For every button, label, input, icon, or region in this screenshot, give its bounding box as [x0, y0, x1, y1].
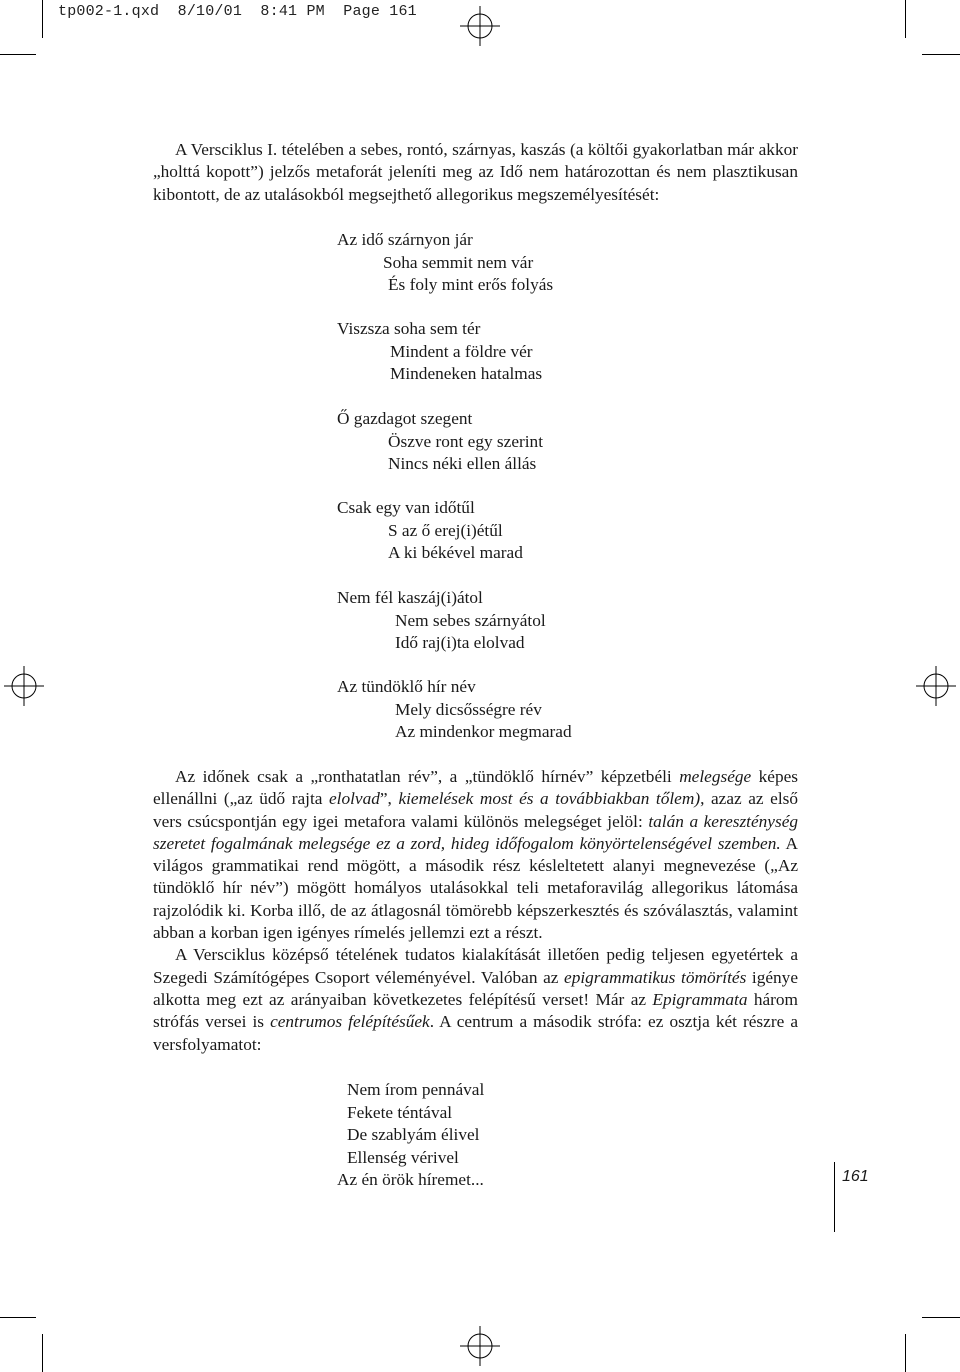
- poem-line: Viszsza soha sem tér: [337, 319, 481, 338]
- paragraph-intro: A Versciklus I. tételében a sebes, rontó, szárnyas, kaszás (a költői gyakorlatban már akkor „holttá kopott”) jelzős metaforát jeleníti meg az Idő nem határozottan és nem plasztikusan kibontott, de az utalásokból megsejthető allegorikus megszemélyesítését:: [153, 140, 798, 204]
- registration-mark-bottom: [460, 1326, 500, 1366]
- paragraph-intro-block: [153, 139, 798, 206]
- page-number-rule: [834, 1162, 835, 1232]
- poem-line: Öszve ront egy szerint: [388, 431, 543, 451]
- text-run: A világos grammatikai rend mögött, a második rész késleltetett alanyi megnevezése („Az tündöklő hír név”) mögött homályos utalásokkal teli metaforavilág allegorikus látomása rajzolódik ki. Korba illő, de az átlagosnál tömörebb képszerkesztés és szóválasztás, valamint abban a korban igen igényes rímelés jellemzi ezt a részt.: [153, 833, 798, 943]
- emphasis: talán a kereszténység szeretet fogalmának melegsége ez a zord, hideg időfogalom könyörtelenségével szemben.: [153, 811, 799, 853]
- poem-line: Idő raj(i)ta elolvad: [395, 633, 525, 652]
- poem-line: Nem fél kaszáj(i)átol: [337, 588, 483, 607]
- registration-mark-left: [4, 666, 44, 706]
- emphasis: melegsége: [679, 767, 752, 786]
- poem-line: Az tündöklő hír név: [337, 677, 476, 696]
- text-run: igénye alkotta meg ezt az arányaiban következetes felépítésű verset! Már az: [153, 967, 798, 1009]
- emphasis: epigrammatikus tömörítés: [564, 967, 747, 987]
- crop-mark-bottom-left-v: [42, 1334, 43, 1372]
- poem-line: De szablyám élivel: [347, 1125, 480, 1144]
- poem-line: Ellenség vérivel: [347, 1147, 459, 1167]
- slug-line: tp002-1.qxd 8/10/01 8:41 PM Page 161: [58, 3, 417, 20]
- poem-line: Mindeneken hatalmas: [390, 364, 543, 383]
- crop-mark-bottom-right-h: [922, 1317, 960, 1318]
- poem-line: S az ő erej(i)étűl: [388, 520, 503, 540]
- poem-line: Az én örök híremet...: [337, 1170, 484, 1189]
- crop-mark-bottom-left-h: [0, 1317, 36, 1318]
- text-run: A Versciklus középső tételének tudatos kialakítását illetően pedig teljesen egyetértek a Szegedi Számítógépes Csoport véleményével. Valóban az: [153, 945, 798, 987]
- emphasis: Epigrammata: [652, 989, 748, 1009]
- text-run: Az időnek csak a „ronthatatlan rév”, a „tündöklő hírnév” képzetbéli: [175, 767, 680, 786]
- emphasis: kiemelések most és a továbbiakban tőlem): [398, 789, 701, 809]
- crop-mark-top-right-h: [922, 54, 960, 55]
- registration-mark-top: [460, 6, 500, 46]
- crop-mark-top-left-h: [0, 54, 36, 55]
- emphasis: elolvad: [329, 789, 380, 809]
- crop-mark-top-left-v: [42, 0, 43, 38]
- poem-line: Az idő szárnyon jár: [337, 230, 473, 249]
- crop-mark-top-right-v: [905, 0, 906, 38]
- poem-line: Mely dicsősségre rév: [395, 699, 542, 719]
- poem-line: Az mindenkor megmarad: [395, 722, 572, 741]
- poem-line: Ő gazdagot szegent: [337, 409, 473, 428]
- paragraph-commentary: [153, 766, 798, 944]
- poem-line: Nem írom pennával: [347, 1080, 485, 1099]
- poem-line: Nem sebes szárnyátol: [395, 610, 546, 630]
- emphasis: centrumos felépítésűek: [270, 1012, 430, 1032]
- registration-mark-right: [916, 666, 956, 706]
- poem-line: A ki békével marad: [388, 543, 523, 562]
- paragraph-versciklus: [153, 944, 798, 1055]
- page-number: 161: [842, 1168, 869, 1185]
- poem-line: Nincs néki ellen állás: [388, 454, 537, 473]
- poem-line: Csak egy van időtűl: [337, 498, 475, 517]
- poem-line: Mindent a földre vér: [390, 341, 533, 361]
- poem-line: Soha semmit nem vár: [383, 252, 534, 272]
- crop-mark-bottom-right-v: [905, 1334, 906, 1372]
- text-run: , azaz az első vers csúcspontján egy igei metafora valami különös melegséget jelöl:: [153, 789, 798, 831]
- text-run: ”,: [379, 789, 399, 809]
- text-run: . A centrum a második strófa: ez osztja két részre a versfolyamatot:: [153, 1012, 798, 1054]
- commentary-block: [153, 766, 798, 1056]
- text-run: képes ellenállni („az üdő rajta: [153, 767, 798, 809]
- text-run: három strófás versei is: [153, 989, 798, 1032]
- poem-line: És foly mint erős folyás: [388, 275, 554, 294]
- poem-line: Fekete téntával: [347, 1102, 453, 1122]
